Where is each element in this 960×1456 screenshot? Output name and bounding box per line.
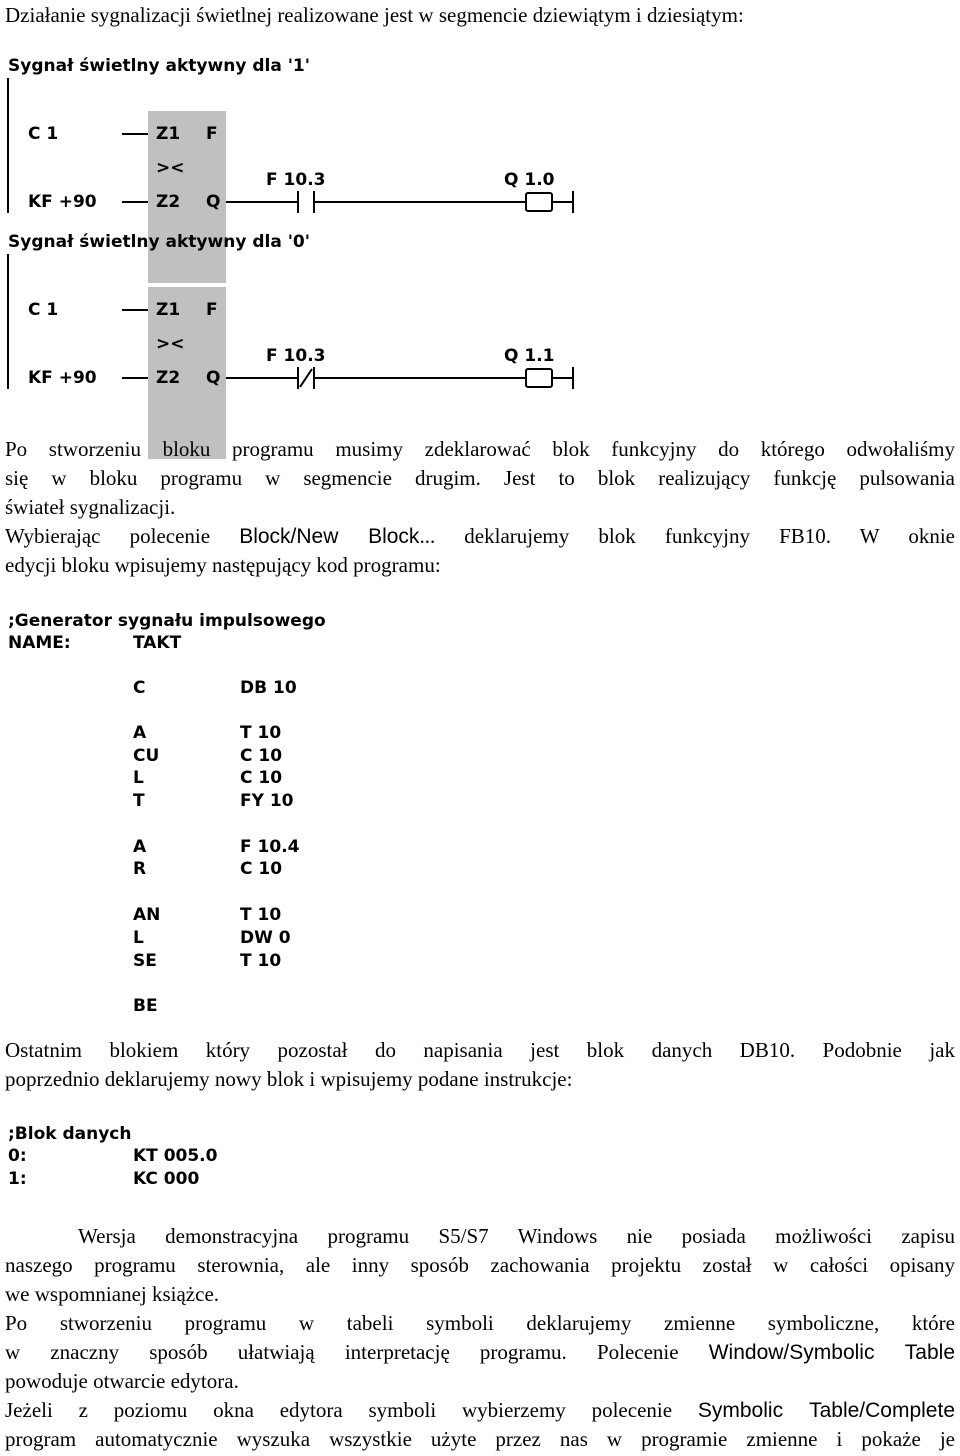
intro-text: Działanie sygnalizacji świetlnej realizowane jest w segmencie dziewiątym i dziesiątym: [5,3,744,27]
code-arg: C 10 [240,768,283,788]
block-pin-z1: Z1 [156,124,181,144]
input-label-kf: KF +90 [28,368,97,388]
block-pin-q: Q [206,368,221,388]
code-op: A [133,837,147,857]
input-wire [122,133,150,135]
code-addr: 0: [8,1146,27,1166]
code-name-value: TAKT [133,633,182,653]
rung-wire [551,201,573,203]
code-comment: ;Generator sygnału impulsowego [8,611,326,631]
block-compare-symbol: >< [156,334,185,354]
rung-wire [226,377,298,379]
code-op: AN [133,905,161,925]
block-pin-f: F [206,300,218,320]
paragraph-line: Wybierając polecenie Block/New Block... deklarujemy blok funkcyjny FB10. W oknie [5,524,955,548]
paragraph-line: świateł sygnalizacji. [5,495,176,519]
code-op: C [133,678,146,698]
power-rail [7,254,9,389]
code-op: A [133,723,147,743]
block-pin-q: Q [206,192,221,212]
code-op: BE [133,996,158,1016]
coil-label: Q 1.1 [504,346,555,366]
menu-command-complete: Symbolic Table/Complete [697,1399,956,1422]
block-pin-z2: Z2 [156,368,181,388]
paragraph-line: Ostatnim blokiem który pozostał do napisania jest blok danych DB10. Podobnie jak [5,1038,955,1062]
output-coil [525,368,553,388]
code-arg: T 10 [240,951,282,971]
paragraph-line: poprzednio deklarujemy nowy blok i wpisujemy podane instrukcje: [5,1067,573,1091]
menu-command-symbolic-table: Window/Symbolic Table [708,1341,956,1364]
code-op: T [133,791,145,811]
rung-wire [314,201,526,203]
rung-wire [226,201,298,203]
diagram-title: Sygnał świetlny aktywny dla '0' [8,232,310,252]
input-label-c1: C 1 [28,300,59,320]
paragraph-line: we wspomnianej książce. [5,1282,220,1306]
rung-wire [314,377,526,379]
block-pin-f: F [206,124,218,144]
contact-label: F 10.3 [266,170,326,190]
code-op: L [133,768,144,788]
code-name-label: NAME: [8,633,71,653]
code-arg: DB 10 [240,678,297,698]
paragraph-line: program automatycznie wyszuka wszystkie użyte przez nas w programie zmienne i pokaże je [5,1427,955,1451]
code-arg: DW 0 [240,928,291,948]
code-op: SE [133,951,157,971]
block-compare-symbol: >< [156,158,185,178]
paragraph-line: się w bloku programu w segmencie drugim. Jest to blok realizujący funkcję pulsowania [5,466,955,490]
input-label-c1: C 1 [28,124,59,144]
output-coil [525,192,553,212]
contact-left-plate [297,191,299,213]
block-pin-z2: Z2 [156,192,181,212]
diagram-title: Sygnał świetlny aktywny dla '1' [8,56,310,76]
code-arg: C 10 [240,746,283,766]
code-arg: F 10.4 [240,837,300,857]
code-arg: T 10 [240,905,282,925]
code-op: CU [133,746,160,766]
menu-command-new-block: Block/New Block [239,525,420,548]
block-pin-z1: Z1 [156,300,181,320]
input-wire [122,201,150,203]
code-arg: FY 10 [240,791,294,811]
code-arg: C 10 [240,859,283,879]
paragraph-line: edycji bloku wpisujemy następujący kod programu: [5,553,441,577]
code-arg: T 10 [240,723,282,743]
input-wire [122,309,150,311]
right-rail [572,191,574,213]
paragraph-line: Po stworzeniu bloku programu musimy zdeklarować blok funkcyjny do którego odwołaliśmy [5,437,955,461]
code-value: KT 005.0 [133,1146,218,1166]
paragraph-line: Wersja demonstracyjna programu S5/S7 Windows nie posiada możliwości zapisu [78,1224,955,1248]
code-value: KC 000 [133,1169,200,1189]
right-rail [572,367,574,389]
paragraph-line: naszego programu sterownia, ale inny sposób zachowania projektu został w całości opisany [5,1253,955,1277]
paragraph-line: Jeżeli z poziomu okna edytora symboli wybierzemy polecenie Symbolic Table/Complete [5,1398,956,1422]
code-op: R [133,859,147,879]
paragraph-line: w znaczny sposób ułatwiają interpretację programu. Polecenie Window/Symbolic Table [5,1340,956,1364]
code-addr: 1: [8,1169,27,1189]
contact-label: F 10.3 [266,346,326,366]
paragraph-line: powoduje otwarcie edytora. [5,1369,239,1393]
code-comment: ;Blok danych [8,1124,132,1144]
nc-contact-slash-icon [297,367,315,389]
rung-wire [551,377,573,379]
input-label-kf: KF +90 [28,192,97,212]
paragraph-line: Po stworzeniu programu w tabeli symboli deklarujemy zmienne symboliczne, które [5,1311,955,1335]
coil-label: Q 1.0 [504,170,555,190]
input-wire [122,377,150,379]
code-op: L [133,928,144,948]
power-rail [7,78,9,213]
